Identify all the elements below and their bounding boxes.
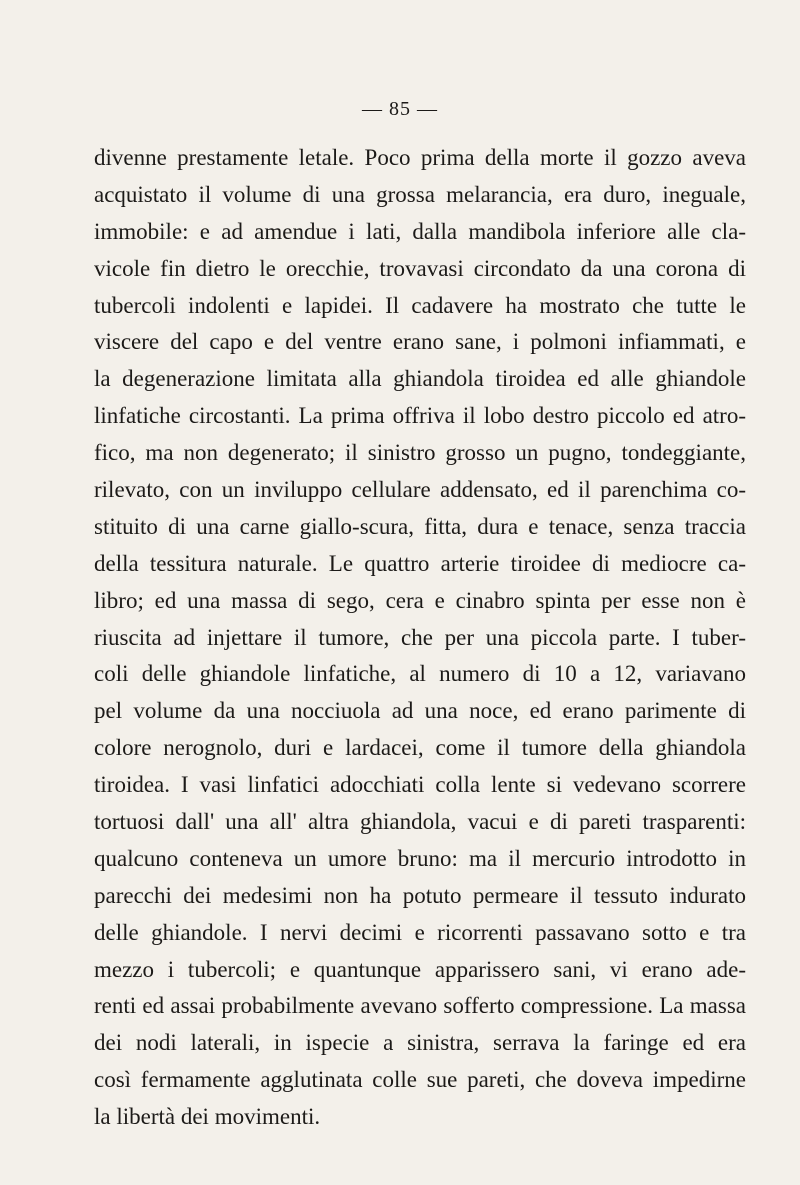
text-line: renti ed assai probabilmente avevano sofferto compressione. La massa [94, 993, 746, 1019]
text-line: tubercoli indolenti e lapidei. Il cadavere ha mostrato che tutte le [94, 292, 746, 318]
text-line: della tessitura naturale. Le quattro arterie tiroidee di mediocre ca- [94, 550, 746, 576]
text-line: dei nodi laterali, in ispecie a sinistra, serrava la faringe ed era [94, 1030, 746, 1056]
text-line: vicole fin dietro le orecchie, trovavasi circondato da una corona di [94, 255, 746, 281]
text-line: qualcuno conteneva un umore bruno: ma il mercurio introdotto in [94, 845, 746, 871]
text-line: mezzo i tubercoli; e quantunque apparissero sani, vi erano ade- [94, 956, 746, 982]
text-line: divenne prestamente letale. Poco prima della morte il gozzo aveva [94, 145, 746, 170]
text-line: linfatiche circostanti. La prima offriva il lobo destro piccolo ed atro- [94, 403, 746, 429]
page-number: — 85 — [362, 98, 438, 120]
text-line: la libertà dei movimenti. [94, 1104, 321, 1130]
text-line: pel volume da una nocciuola ad una noce, ed erano parimente di [94, 698, 746, 724]
text-line: la degenerazione limitata alla ghiandola tiroidea ed alle ghiandole [94, 366, 746, 392]
text-line: viscere del capo e del ventre erano sane, i polmoni infiammati, e [94, 329, 746, 355]
text-line: così fermamente agglutinata colle sue pareti, che doveva impedirne [94, 1067, 746, 1093]
text-line: rilevato, con un inviluppo cellulare addensato, ed il parenchima co- [94, 477, 746, 503]
text-line: colore nerognolo, duri e lardacei, come il tumore della ghiandola [94, 735, 746, 761]
text-line: riuscita ad injettare il tumore, che per una piccola parte. I tuber- [94, 624, 746, 650]
body-text [94, 140, 746, 1136]
text-line: acquistato il volume di una grossa melarancia, era duro, ineguale, [94, 181, 746, 207]
text-line: fico, ma non degenerato; il sinistro grosso un pugno, tondeggiante, [94, 440, 746, 466]
text-line: parecchi dei medesimi non ha potuto permeare il tessuto indurato [94, 882, 746, 908]
text-line: tortuosi dall' una all' altra ghiandola, vacui e di pareti trasparenti: [94, 809, 746, 835]
text-line: tiroidea. I vasi linfatici adocchiati colla lente si vedevano scorrere [94, 772, 746, 798]
text-line: libro; ed una massa di sego, cera e cinabro spinta per esse non è [94, 587, 746, 613]
text-line: immobile: e ad amendue i lati, dalla mandibola inferiore alle cla- [94, 218, 746, 244]
text-line: delle ghiandole. I nervi decimi e ricorrenti passavano sotto e tra [94, 919, 746, 945]
text-line: coli delle ghiandole linfatiche, al numero di 10 a 12, variavano [94, 661, 746, 687]
text-line: stituito di una carne giallo-scura, fitta, dura e tenace, senza traccia [94, 513, 746, 539]
